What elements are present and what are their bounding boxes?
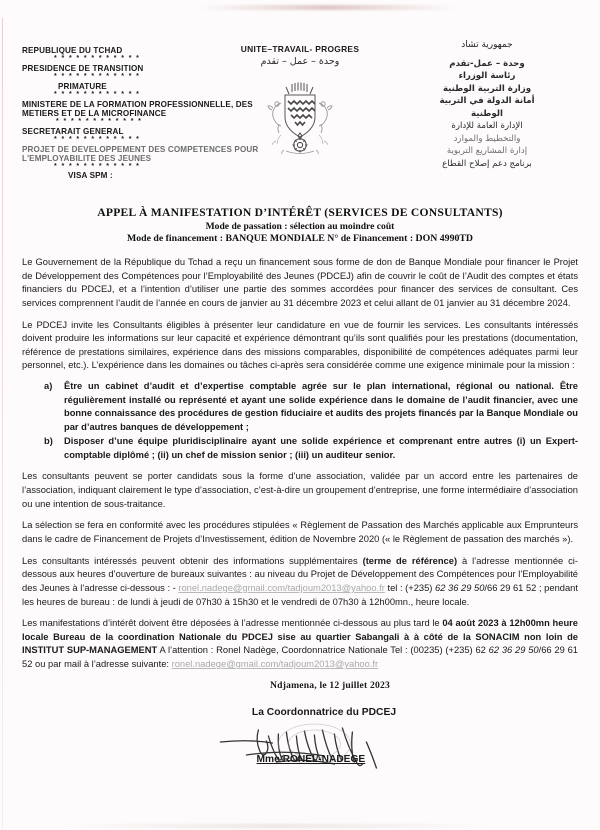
paragraph-additional-info (22, 555, 578, 610)
title-procurement-method: Mode de passation : sélection au moindre coût (205, 221, 395, 232)
header-right-column-arabic (396, 40, 578, 170)
submission-email-secondary[interactable]: tadjoum2013@yahoo.fr (280, 659, 379, 670)
header-arabic-line-3: وزارة التربية الوطنية (442, 83, 532, 94)
info-text-segment-1: Les consultants intéressés peuvent obtenir des informations supplémentaires (22, 555, 363, 566)
title-financing-method: Mode de financement : BANQUE MONDIALE N° de Financement : DON 4990TD (127, 233, 473, 244)
submission-text-segment-3: ou par mail à l’adresse suivante: (32, 659, 172, 670)
header-divider-dots-3: * * * * * * * * * * * * (54, 90, 141, 98)
contact-email-primary[interactable]: ronel.nadege@gmail.com (178, 582, 285, 593)
header-arabic-line-9: برنامج دعم إصلاح القطاع (442, 158, 532, 169)
header-divider-dots-4: * * * * * * * * * * * * (56, 117, 143, 125)
paragraph-submission-deadline (22, 617, 578, 672)
motto-french: UNITE–TRAVAIL- PROGRES (240, 44, 360, 54)
header-arabic-line-8: إدارة المشاريع التربوية (446, 146, 528, 157)
document-header (22, 32, 578, 204)
header-secretariat: SECRETARAIT GENERAL (22, 126, 124, 136)
header-republic: REPUBLIQUE DU TCHAD (22, 46, 123, 55)
header-arabic-republic: جمهورية تشاد (461, 40, 513, 50)
requirement-item-a: Être un cabinet d’audit et d’expertise comptable agrée sur le plan international, régional ou national. Être régulièrement installé ou représenté et ayant une solide expérience dans le domaine de l’audit financier, avec une bonne connaissance des procédures de gestion fiduciaire et audits des projets financés par la Banque Mondiale ou par d’autres banques de développement ; (64, 381, 578, 432)
header-arabic-line-1: وحدة – عمل-تقدم (449, 59, 525, 69)
terms-of-reference-label: (terme de référence) (362, 555, 458, 566)
header-visa-spm: VISA SPM : (68, 171, 113, 181)
header-arabic-line-4: أمانة الدولة في التربية (439, 96, 535, 107)
scan-bottom-smudge (60, 824, 490, 828)
header-project-name: PROJET DE DEVELOPPEMENT DES COMPETENCES POUR L'EMPLOYABILITE DES JEUNES (22, 144, 259, 163)
submission-text-segment-1: Les manifestations d’intérêt doivent être déposées à l’adresse mentionnée ci-dessous au plus tard le (22, 618, 443, 629)
telephone-number-1: 62 36 29 50 (435, 582, 485, 593)
submission-telephone-1: 62 36 29 50 (488, 645, 539, 656)
motto-arabic: وحدة – عمل – تقدم (260, 56, 340, 67)
signature-date: Ndjamena, le 12 juillet 2023 (270, 679, 390, 691)
info-text-segment-2: à l’adresse mentionnée ci-dessous aux heures d’ouverture de bureaux suivantes : au niveau du Projet de Développement des Compétences pour l’Employabilité des Jeunes à l’adresse ci-dessous : - (22, 555, 578, 593)
requirements-list (22, 380, 578, 462)
paragraph-financing: Le Gouvernement de la République du Tchad a reçu un financement sous forme de don de Banque Mondiale pour financer le Projet de Développement des Compétences pour l’Employabilité des Jeunes (PDCEJ) afin de couvrir le coût de l’Audit des comptes et états financiers du PDCEJ, et a l’intention d’utiliser une partie des sommes accordées pour financer des services de consultant. Ces services comprennent l’audit de l’année en cours de janvier au 31 décembre 2023 et celui allant de 01 janvier au 31 décembre 2024. (22, 257, 578, 308)
info-text-segment-3: ; pendant les heures de bureau : de lundi à jeudi de 07h30 à 15h30 et le vendredi de 07h30 à 12h00mn., heure locale. (22, 582, 578, 607)
header-divider-dots-5: * * * * * * * * * * * * (54, 135, 141, 143)
document-body (22, 256, 578, 672)
header-arabic-line-7: والتخطيط والموارد (453, 133, 521, 144)
page-title: APPEL À MANIFESTATION D’INTÉRÊT (SERVICES DE CONSULTANTS) (97, 206, 503, 219)
signature-block (22, 680, 578, 772)
header-ministry: MINISTERE DE LA FORMATION PROFESSIONNELLE, DES METIERS ET DE LA MICROFINANCE (22, 99, 253, 118)
header-divider-dots-1: * * * * * * * * * * * * (54, 55, 141, 63)
paragraph-invitation: Le PDCEJ invite les Consultants éligibles à présenter leur candidature en vue de fournir les services. Les consultants intéressés doivent produire les informations sur leur capacité et expérience démontrant qu’ils sont qualifiés pour les prestations (documentation, référence de prestations similaires, expérience dans des missions comparables, disponibilité de compétences adéquates parmi leur personnel, etc.). L’expérience dans les domaines ou tâches ci-après sera considérée comme une exigence minimale pour la mission : (22, 319, 578, 371)
telephone-label: tel : (+235) (387, 582, 433, 593)
header-presidency: PRESIDENCE DE TRANSITION (22, 63, 144, 73)
email-separator-1: / (284, 582, 288, 593)
contact-email-secondary[interactable]: tadjoum2013@yahoo.fr (287, 582, 385, 593)
submission-deadline-address: 04 août 2023 à 12h00mn heure locale Bureau de la coordination Nationale du PDCEJ sise au quartier Sabangali à à côté de la SONACIM non loin de INSTITUT SUP-MANAGEMENT (22, 618, 578, 656)
document-title-block (22, 206, 578, 244)
header-center-column (200, 44, 400, 166)
signer-name: Mme RONEL-NADEGE (256, 753, 366, 765)
header-divider-dots-2: * * * * * * * * * * * * (54, 72, 141, 80)
header-divider-dots-6: * * * * * * * * * * * * (54, 162, 141, 170)
header-primature: PRIMATURE (58, 81, 107, 91)
telephone-number-2: /66 29 61 52 (484, 582, 537, 593)
header-arabic-line-2: رئاسة الوزراء (458, 71, 516, 82)
submission-email-primary[interactable]: ronel.nadege@gmail.com (171, 659, 279, 670)
signature-role-title: La Coordonnatrice du PDCEJ (251, 706, 397, 718)
handwritten-signature-icon (216, 722, 406, 774)
submission-telephone-2: /66 29 61 52 (22, 645, 579, 670)
requirement-item-b: Disposer d’une équipe pluridisciplinaire ayant une solide expérience et comprenant entre autres (i) un Expert-comptable diplômé ; (ii) un chef de mission senior ; (iii) un auditeur senior. (64, 436, 578, 460)
chad-coat-of-arms-icon (259, 77, 341, 161)
submission-text-segment-2: A l’attention : Ronel Nadège, Coordonnatrice Nationale Tel : (00235) (+235) 62 (157, 645, 489, 656)
paragraph-association: Les consultants peuvent se porter candidats sous la forme d’une association, validée par un accord entre les partenaires de l’association, indiquant clairement le type d’association, c’est-à-dire un groupement d’entreprise, une forme intermédiaire d’association ou une intention de sous-traitance. (22, 471, 578, 509)
email-separator-2: / (278, 659, 281, 670)
header-arabic-line-6: الإدارة العامة للإدارة (451, 121, 523, 132)
header-arabic-line-5: الوطنية (471, 108, 503, 119)
paragraph-selection-rules: La sélection se fera en conformité avec les procédures stipulées « Règlement de Passation des Marchés applicable aux Emprunteurs dans le cadre de Financement de Projets d’Investissement, édition de Novembre 2020 (« le Règlement de passation des marchés »). (22, 520, 578, 544)
